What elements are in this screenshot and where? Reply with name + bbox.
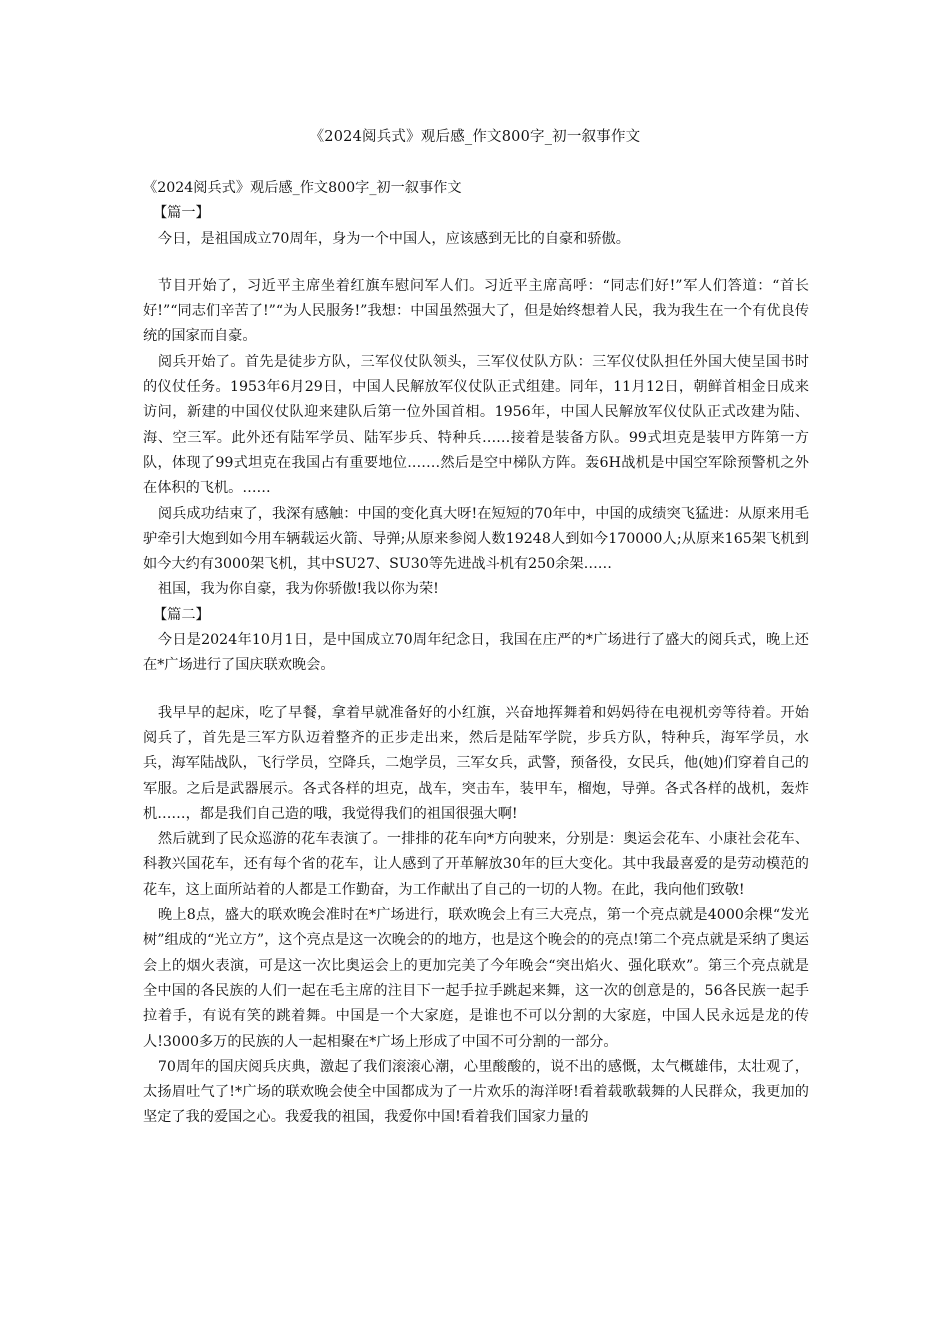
paragraph: 祖国，我为你自豪，我为你骄傲!我以你为荣! bbox=[157, 581, 439, 598]
paragraph: 今日是2024年10月1日，是中国成立70周年纪念日，我国在庄严的*广场进行了盛大的阅兵式，晚上还在*广场进行了国庆联欢晚会。 bbox=[143, 632, 809, 674]
paragraph: 然后就到了民众巡游的花车表演了。一排排的花车向*方向驶来，分别是：奥运会花车、小康社会花车、科教兴国花车，还有每个省的花车，让人感到了开革解放30年的巨大变化。其中我最喜爱的是劳动模范的花车，这上面所站着的人都是工作勤奋，为工作献出了自己的一切的人物。在此，我向他们致敬! bbox=[143, 831, 809, 898]
paragraph: 阅兵成功结束了，我深有感触：中国的变化真大呀!在短短的70年中，中国的成绩突飞猛进：从原来用毛驴牵引大炮到如今用车辆载运火箭、导弹;从原来参阅人数19248人到如今170000人;从原来165架飞机到如今大约有3000架飞机，其中SU27、SU30等先进战斗机有250余架…… bbox=[143, 505, 809, 573]
section-heading-1: 【篇一】 bbox=[152, 205, 210, 222]
paragraph: 今日，是祖国成立70周年，身为一个中国人，应该感到无比的自豪和骄傲。 bbox=[157, 230, 630, 247]
document-subtitle: 《2024阅兵式》观后感_作文800字_初一叙事作文 bbox=[143, 180, 462, 196]
document-body bbox=[143, 176, 809, 1131]
paragraph: 节目开始了，习近平主席坐着红旗车慰问军人们。习近平主席高呼：“同志们好!”军人们答道：“首长好!”“同志们辛苦了!”“为人民服务!”我想：中国虽然强大了，但是始终想着人民，我为我生在一个有优良传统的国家而自豪。 bbox=[143, 277, 809, 345]
paragraph: 晚上8点，盛大的联欢晚会准时在*广场进行，联欢晚会上有三大亮点，第一个亮点就是4000余棵“发光树”组成的“光立方”，这个亮点是这一次晚会的的地方，也是这个晚会的的亮点!第二个亮点就是采纳了奥运会上的烟火表演，可是这一次比奥运会上的更加完美了今年晚会“突出焰火、强化联欢”。第三个亮点就是全中国的各民族的人们一起在毛主席的注目下一起手拉手跳起来舞，这一次的创意是的，56各民族一起手拉着手，有说有笑的跳着舞。中国是一个大家庭，是谁也不可以分割的大家庭，中国人民永远是龙的传人!3000多万的民族的人一起相聚在*广场上形成了中国不可分割的一部分。 bbox=[143, 907, 809, 1050]
paragraph: 70周年的国庆阅兵庆典，激起了我们滚滚心潮，心里酸酸的，说不出的感慨，太气概雄伟，太壮观了，太扬眉吐气了!*广场的联欢晚会使全中国都成为了一片欢乐的海洋呀!看着载歌载舞的人民群众，我更加的坚定了我的爱国之心。我爱我的祖国，我爱你中国!看着我们国家力量的 bbox=[143, 1058, 809, 1126]
page-title: 《2024阅兵式》观后感_作文800字_初一叙事作文 bbox=[309, 129, 641, 145]
paragraph-gap bbox=[143, 679, 809, 701]
paragraph: 我早早的起床，吃了早餐，拿着早就准备好的小红旗，兴奋地挥舞着和妈妈待在电视机旁等待着。开始阅兵了，首先是三军方队迈着整齐的正步走出来，然后是陆军学院，步兵方队，特种兵，海军学员，水兵，海军陆战队，飞行学员，空降兵，二炮学员，三军女兵，武警，预备役，女民兵，他(她)们穿着自己的军服。之后是武器展示。各式各样的坦克，战车，突击车，装甲车，榴炮，导弹。各式各样的战机，轰炸机……，都是我们自己造的哦，我觉得我们的祖国很强大啊! bbox=[143, 704, 809, 822]
paragraph: 阅兵开始了。首先是徒步方队，三军仪仗队领头，三军仪仗队方队：三军仪仗队担任外国大使呈国书时的仪仗任务。1953年6月29日，中国人民解放军仪仗队正式组建。同年，11月12日，朝鲜首相金日成来访问，新建的中国仪仗队迎来建队后第一位外国首相。1956年，中国人民解放军仪仗队正式改建为陆、海、空三军。此外还有陆军学员、陆军步兵、特种兵……接着是装备方队。99式坦克是装甲方阵第一方队，体现了99式坦克在我国占有重要地位.……然后是空中梯队方阵。轰6H战机是中国空军除预警机之外在体积的飞机。…… bbox=[143, 353, 809, 497]
paragraph-gap bbox=[143, 252, 809, 274]
section-heading-2: 【篇二】 bbox=[152, 606, 210, 623]
